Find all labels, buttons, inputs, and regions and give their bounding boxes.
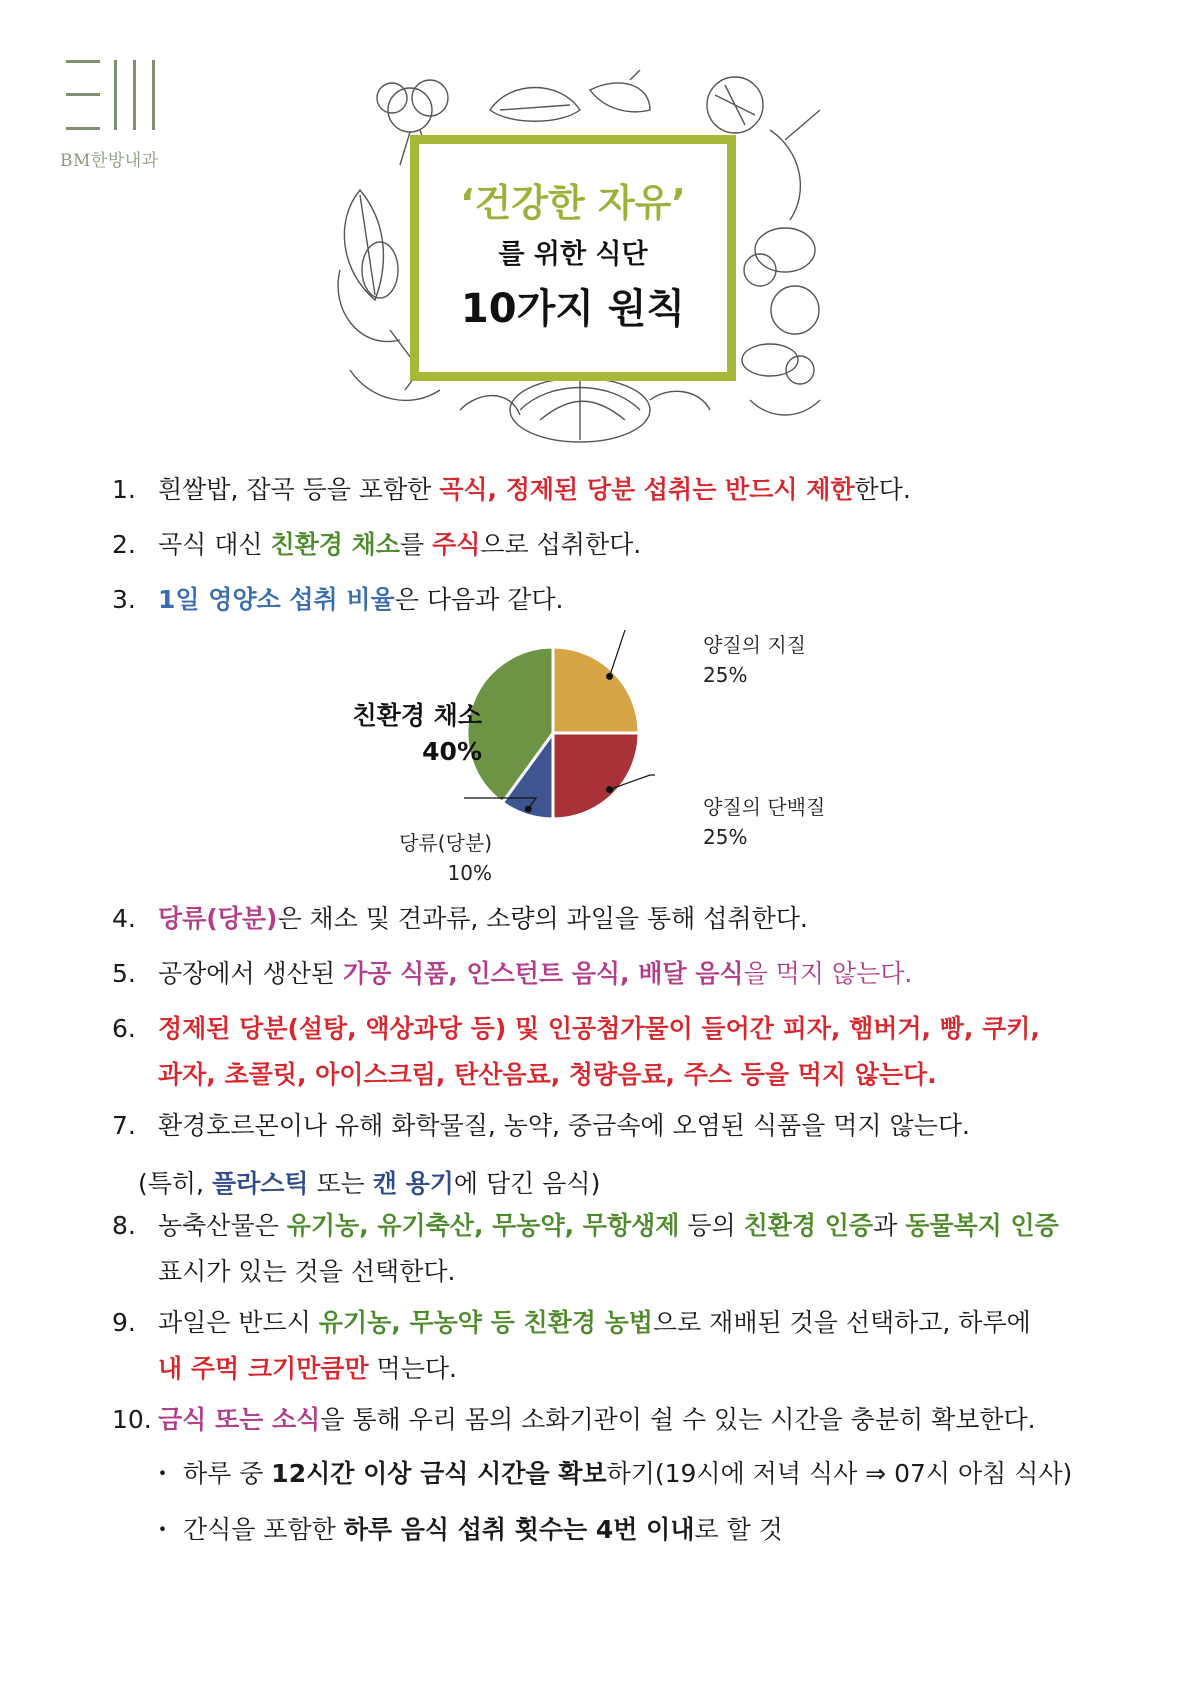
pie-label-protein-name: 양질의 단백질 <box>703 795 826 819</box>
title-line-3: 10가지 원칙 <box>460 285 686 332</box>
rule-6 <box>112 1011 1040 1093</box>
pie-label-vegetables-name: 친환경 채소 <box>352 701 482 730</box>
rule-text-segment: 은 다음과 같다. <box>394 585 564 614</box>
rule-continuation <box>112 1254 1059 1290</box>
rule-continuation <box>112 1057 1040 1093</box>
rule-text-segment: 과일은 반드시 <box>158 1308 319 1337</box>
pie-label-fat <box>703 630 806 690</box>
rule-text-segment: 등의 <box>679 1211 744 1240</box>
rule-10 <box>112 1402 1036 1438</box>
pie-slice-protein <box>553 733 639 819</box>
rule-text-segment: 금식 또는 소식 <box>158 1405 321 1434</box>
rule-continuation-text-segment: 표시가 있는 것을 선택한다. <box>158 1257 456 1286</box>
rule-continuation-text-segment: 플라스틱 <box>211 1169 309 1198</box>
rule-1 <box>112 472 911 508</box>
pie-label-vegetables <box>330 698 482 770</box>
rule-text-segment: 을 먹지 않는다. <box>743 959 913 988</box>
title-frame <box>410 135 736 381</box>
rule-text-segment: 를 <box>399 530 433 559</box>
leader-line-fat <box>610 630 650 676</box>
sub-text-segment: 하기(19시에 저녁 식사 ⇒ 07시 아침 식사) <box>606 1459 1073 1488</box>
rule-text-segment: 정제된 당분(설탕, 액상과당 등) 및 인공첨가물이 들어간 피자, 햄버거, 빵, 쿠키, <box>158 1014 1040 1043</box>
pie-label-vegetables-value: 40% <box>422 737 482 766</box>
pie-label-fat-value: 25% <box>703 663 748 687</box>
rule-text-segment: 농축산물은 <box>158 1211 287 1240</box>
rule-number: 5. <box>112 959 136 988</box>
rule-5 <box>112 956 912 992</box>
rule-text-segment: 가공 식품, 인스턴트 음식, 배달 음식 <box>342 959 744 988</box>
rule-number: 2. <box>112 530 136 559</box>
rule-number: 1. <box>112 475 136 504</box>
pie-label-sugar-name: 당류(당분) <box>399 831 492 855</box>
rule-number: 8. <box>112 1211 136 1240</box>
pie-label-sugar-value: 10% <box>447 861 492 885</box>
rule-number: 10. <box>112 1405 152 1434</box>
rule-8 <box>112 1208 1059 1290</box>
rule-continuation <box>112 1166 970 1202</box>
sub-text-segment: 하루 음식 섭취 횟수는 4번 이내 <box>343 1515 695 1544</box>
logo-mark-icon <box>66 60 166 135</box>
pie-label-fat-name: 양질의 지질 <box>703 633 806 657</box>
sub-item-fasting <box>150 1456 1072 1492</box>
rule-text-segment: 으로 재배된 것을 선택하고, 하루에 <box>652 1308 1031 1337</box>
rule-text-segment: 환경호르몬이나 유해 화학물질, 농약, 중금속에 오염된 식품을 먹지 않는다. <box>158 1111 970 1140</box>
rule-continuation-text-segment: 과자, 초콜릿, 아이스크림, 탄산음료, 청량음료, 주스 등을 먹지 않는다. <box>158 1060 937 1089</box>
rule-2 <box>112 527 641 563</box>
rule-number: 3. <box>112 585 136 614</box>
rule-continuation-text-segment: (특히, <box>138 1169 212 1198</box>
title-banner <box>330 70 830 445</box>
title-line-1: ‘건강한 자유’ <box>460 181 686 226</box>
rule-number: 4. <box>112 904 136 933</box>
rule-text-segment: 동물복지 인증 <box>905 1211 1059 1240</box>
leader-line-sugar-dot <box>525 806 532 813</box>
rule-text-segment: 공장에서 생산된 <box>158 959 343 988</box>
rule-text-segment: 유기농, 유기축산, 무농약, 무항생제 <box>286 1211 680 1240</box>
rule-4 <box>112 901 808 937</box>
sub-text-segment: ・ 하루 중 <box>150 1459 272 1488</box>
rule-text-segment: 1일 영양소 섭취 비율 <box>158 585 395 614</box>
rule-text-segment: 곡식, 정제된 당분 섭취는 반드시 제한 <box>439 475 855 504</box>
title-line-2: 를 위한 식단 <box>498 238 648 270</box>
sub-item-meal-count <box>150 1512 783 1548</box>
rule-text-segment: 과 <box>873 1211 906 1240</box>
rule-text-segment: 한다. <box>854 475 911 504</box>
rule-text-segment: 친환경 채소 <box>270 530 400 559</box>
sub-text-segment: ・ 간식을 포함한 <box>150 1515 344 1544</box>
rule-text-segment: 곡식 대신 <box>158 530 271 559</box>
rule-number: 7. <box>112 1111 136 1140</box>
rule-text-segment: 은 채소 및 견과류, 소량의 과일을 통해 섭취한다. <box>277 904 808 933</box>
clinic-logo <box>60 60 180 170</box>
rule-9 <box>112 1305 1031 1387</box>
rule-text-segment: 당류(당분) <box>158 904 278 933</box>
rule-number: 9. <box>112 1308 136 1337</box>
rule-continuation <box>112 1351 1031 1387</box>
rule-text-segment: 흰쌀밥, 잡곡 등을 포함한 <box>158 475 440 504</box>
nutrient-pie-chart <box>330 630 850 890</box>
rule-text-segment: 으로 섭취한다. <box>480 530 642 559</box>
rule-continuation-text-segment: 에 담긴 음식) <box>453 1169 601 1198</box>
pie-slice-fat <box>553 647 639 733</box>
sub-text-segment: 로 할 것 <box>694 1515 783 1544</box>
rule-continuation-text-segment: 내 주먹 크기만큼만 <box>158 1354 369 1383</box>
rule-text-segment: 유기농, 무농약 등 친환경 농법 <box>318 1308 653 1337</box>
rule-text-segment: 친환경 인증 <box>743 1211 874 1240</box>
rule-7 <box>112 1108 970 1202</box>
rule-3 <box>112 582 563 618</box>
pie-label-sugar <box>390 828 492 888</box>
logo-text: BM한방내과 <box>60 151 159 171</box>
rule-continuation-text-segment: 또는 <box>308 1169 373 1198</box>
rule-continuation-text-segment: 캔 용기 <box>372 1169 454 1198</box>
rule-text-segment: 을 통해 우리 몸의 소화기관이 쉴 수 있는 시간을 충분히 확보한다. <box>320 1405 1036 1434</box>
rule-text-segment: 주식 <box>432 530 481 559</box>
rule-number: 6. <box>112 1014 136 1043</box>
rule-continuation-text-segment: 먹는다. <box>368 1354 457 1383</box>
sub-text-segment: 12시간 이상 금식 시간을 확보 <box>271 1459 607 1488</box>
pie-label-protein <box>703 792 825 852</box>
pie-label-protein-value: 25% <box>703 825 748 849</box>
